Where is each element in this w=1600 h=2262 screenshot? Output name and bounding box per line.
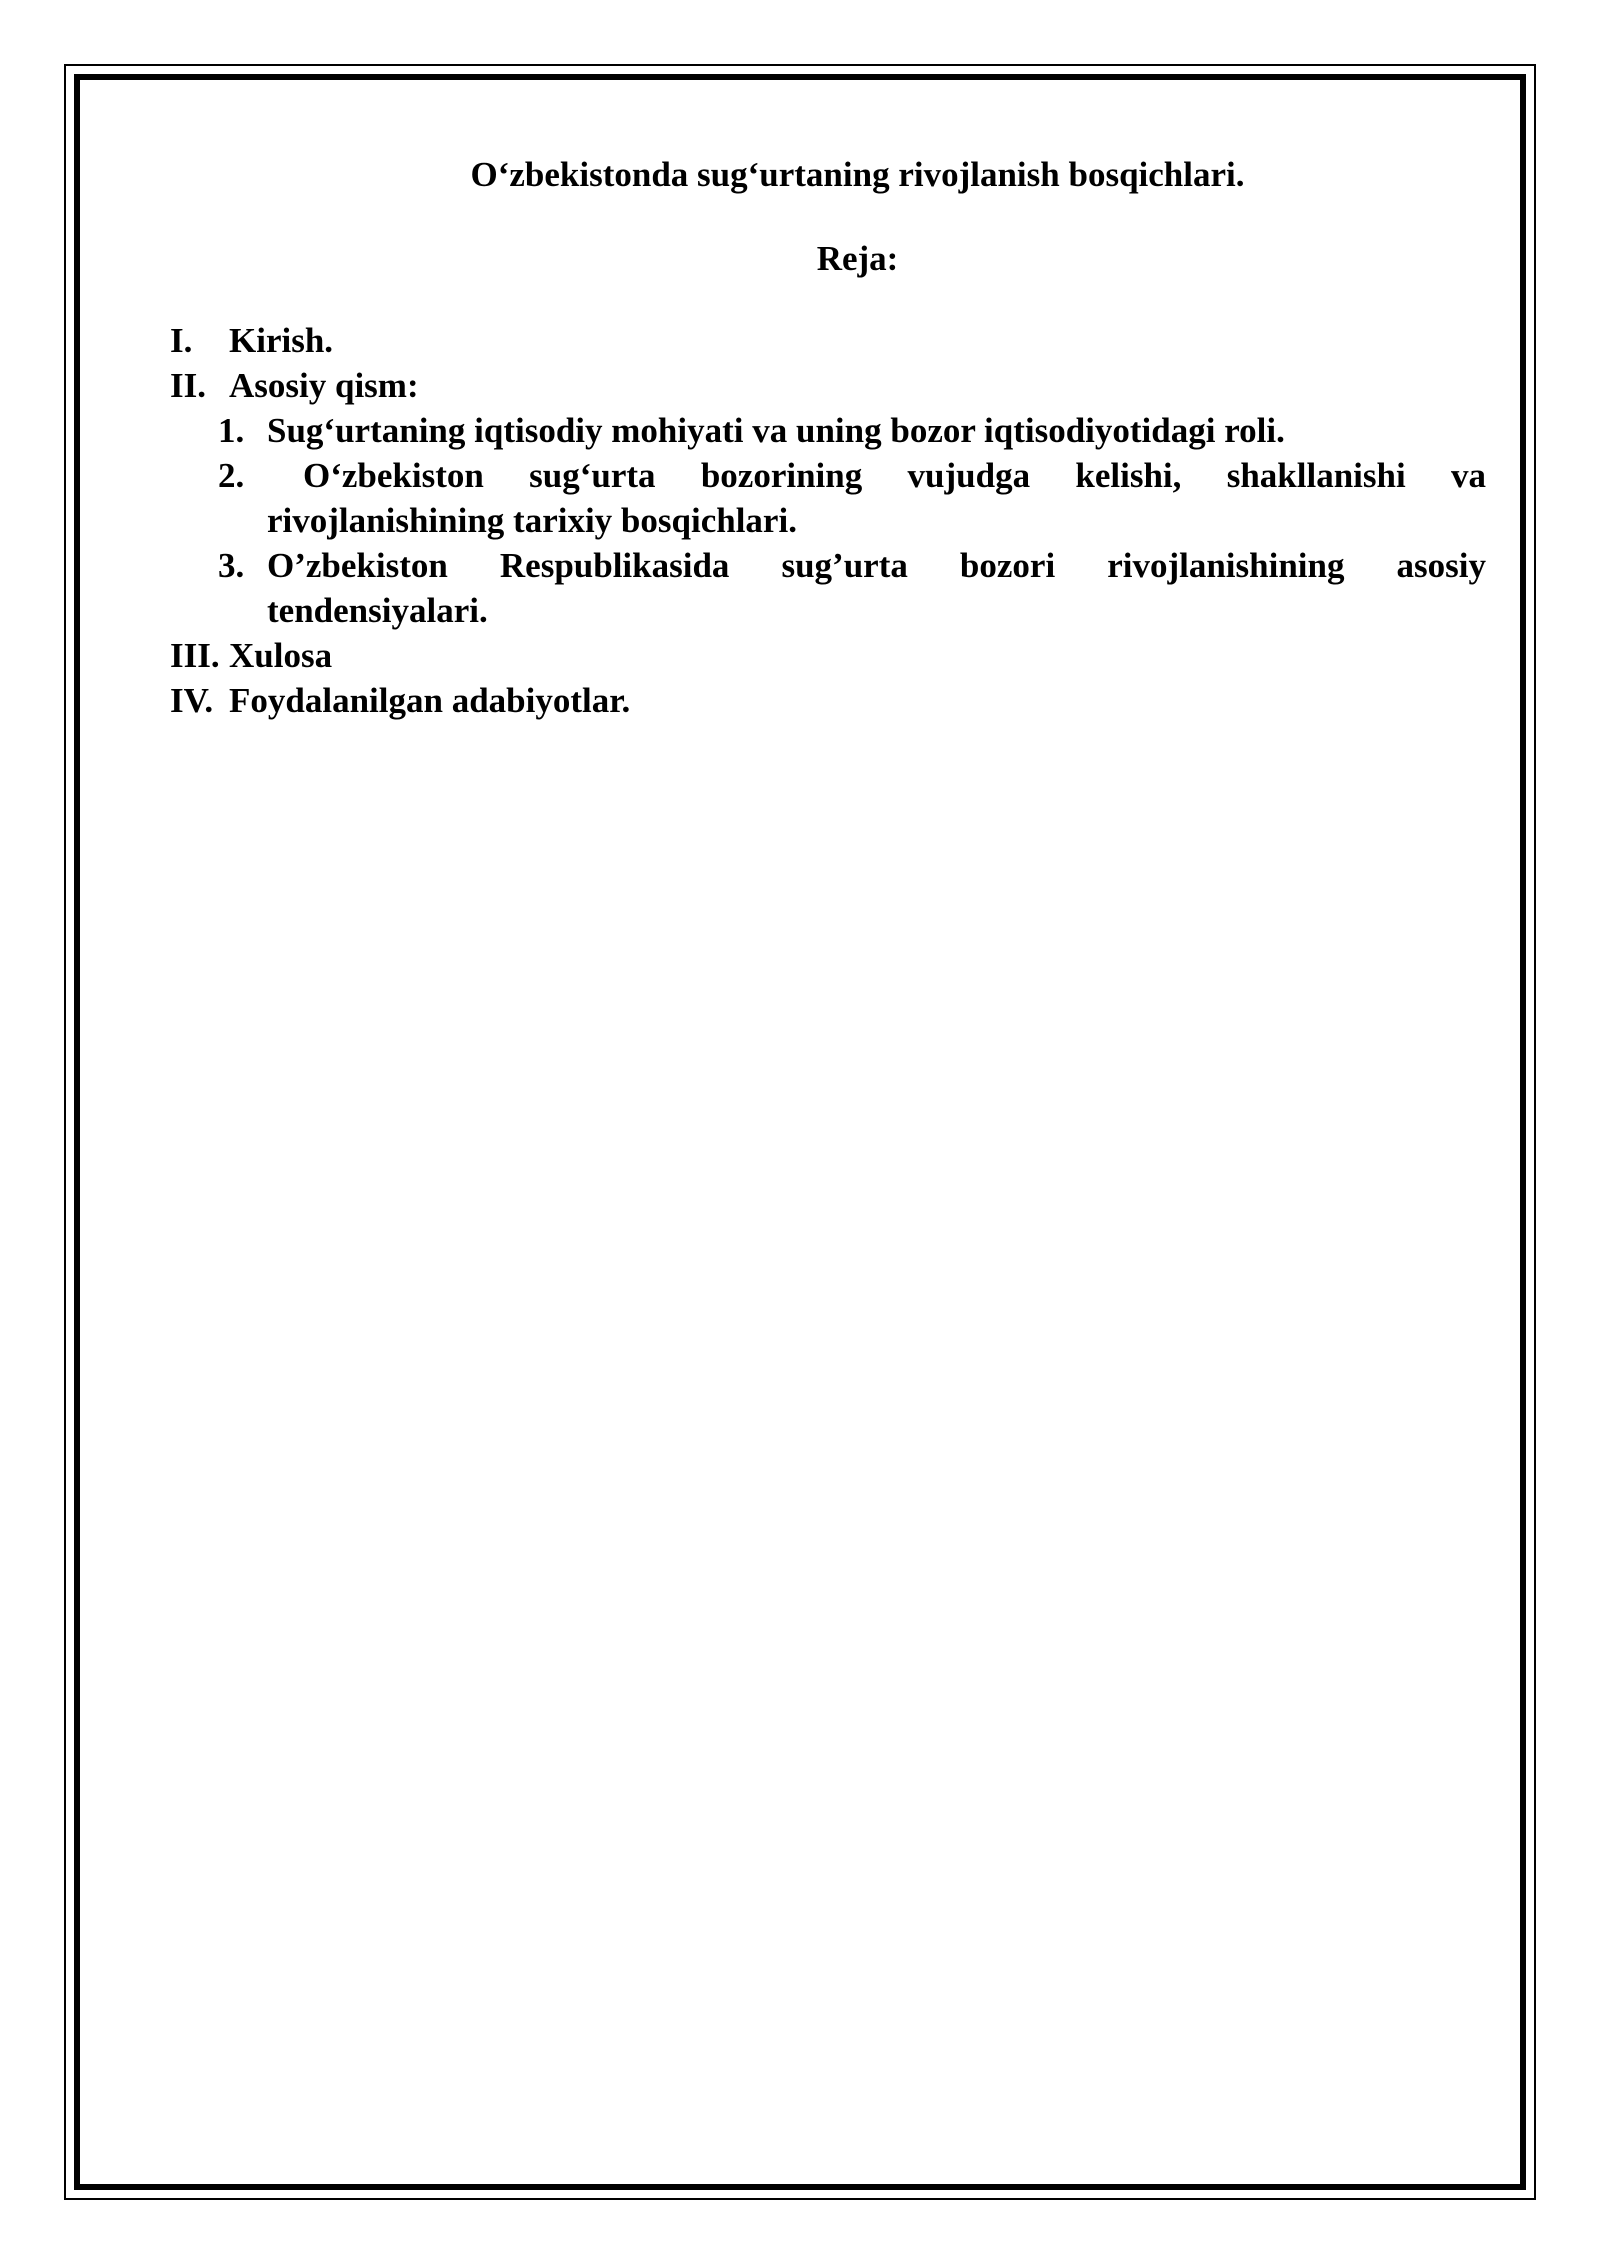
outline-item-number: I. [170,321,193,360]
outline-item-main-part [170,363,1486,408]
outline-subitem-1 [170,408,1486,453]
outline-item-references [170,678,1486,723]
outline-item-number: IV. [170,681,214,720]
outline-subitem-number: 1. [218,411,245,450]
outline-subitem-3 [170,543,1486,633]
outline-subitem-2 [170,453,1486,543]
plan-heading: Reja: [816,239,899,278]
outline-subitem-text: O‘zbekiston sug‘urta bozorining vujudga kelishi, shakllanishi va rivojlanishining tarixiy bosqichlari. [267,456,1486,540]
outline-item-number: III. [170,636,220,675]
outline-item-text: Kirish. [229,321,334,360]
document-title: O‘zbekistonda sug‘urtaning rivojlanish bosqichlari. [470,155,1245,194]
outline-subitem-number: 3. [218,546,245,585]
outline-subitem-number: 2. [218,456,245,495]
outline-subitem-text: Sug‘urtaning iqtisodiy mohiyati va uning bozor iqtisodiyotidagi roli. [267,411,1285,450]
outline-item-conclusion [170,633,1486,678]
outline-item-text: Asosiy qism: [229,366,419,405]
outline-item-text: Xulosa [229,636,333,675]
outline-list [170,318,1486,723]
outline-item-introduction [170,318,1486,363]
outline-item-number: II. [170,366,206,405]
outline-item-text: Foydalanilgan adabiyotlar. [229,681,631,720]
outline-subitem-text: O’zbekiston Respublikasida sug’urta bozori rivojlanishining asosiy tendensiyalari. [267,546,1486,630]
